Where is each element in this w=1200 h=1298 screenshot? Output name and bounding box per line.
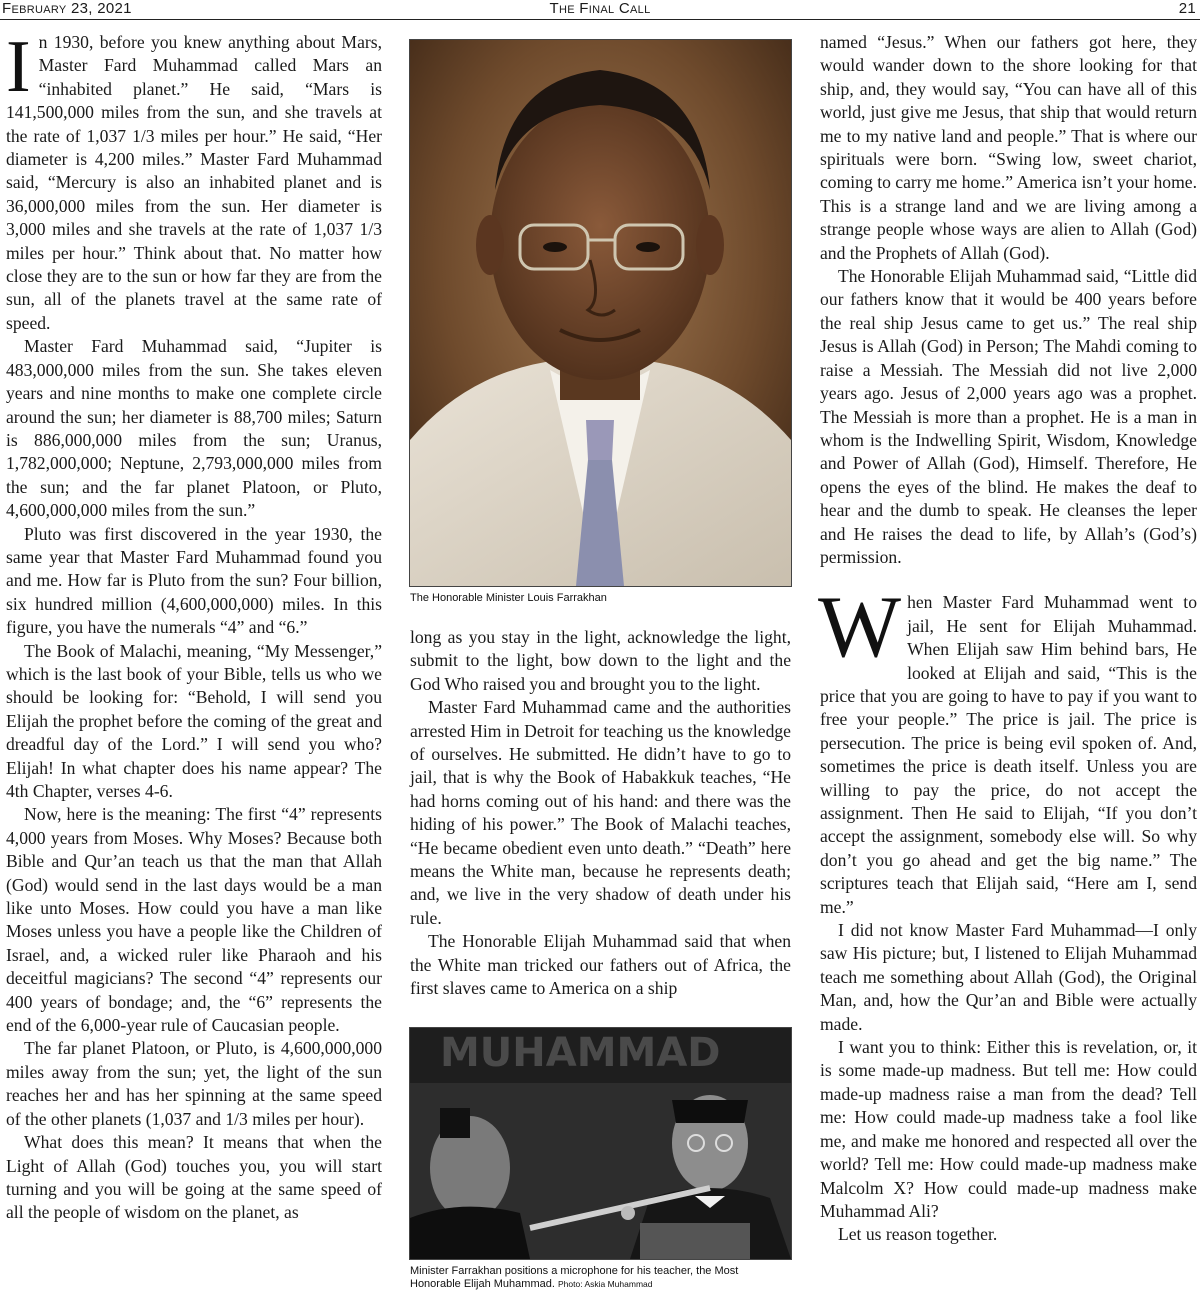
article-paragraph: Pluto was first discovered in the year 1930, the same year that Master Fard Muhammad found you and me. How far is Pluto from the sun? Four billion, six hundred million (4,600,000,000) miles. In this figure, you have the numerals “4” and “6.” (6, 523, 382, 638)
photo-caption: Minister Farrakhan positions a microphone for his teacher, the Most Honorable Elijah Muhammad. Photo: Askia Muhammad (410, 1265, 739, 1290)
article-column-3 (820, 31, 1197, 1247)
drop-cap: W (818, 579, 902, 677)
page-number: 21 (1178, 0, 1196, 17)
drop-cap: I (6, 26, 31, 108)
article-paragraph: The Honorable Elijah Muhammad said, “Little did our fathers know that it would be 400 years before the real ship Jesus came to get us.” The real ship Jesus is Allah (God) in Person; The Mahdi coming to raise a Messiah. The Messiah did not live 2,000 years ago. Jesus of 2,000 years ago was a prophet. The Messiah is more than a prophet. He is a man in whom is the Indwelling Spirit, Wisdom, Knowledge and Power of Allah (God), Himself. Therefore, He opens the eyes of the blind. He makes the deaf to hear and the dumb to speak. He cleanses the leper and He raises the dead to life, by Allah’s (God’s) permission. (820, 266, 1197, 567)
microphone-photo (409, 1027, 792, 1260)
article-paragraph: Master Fard Muhammad said, “Jupiter is 483,000,000 miles from the sun. She takes eleven years and nine months to make one complete circle around the sun; her diameter is 88,700 miles; Saturn is 886,000,000 miles from the sun; Uranus, 1,782,000,000; Neptune, 2,793,000,000 miles from the sun; and the far planet Platoon, or Pluto, 4,600,000,000 miles from the sun.” (6, 336, 382, 521)
article-paragraph: named “Jesus.” When our fathers got here, they would wander down to the shore looking for that ship, and, they would say, “You can have all of this world, just give me Jesus, that ship that would return me to my native land and people.” That is where our spirituals were born. “Swing low, sweet chariot, coming to carry me home.” America isn’t your home. This is a strange land and we are living among a strange people whose ways are alien to Allah (God) and the Prophets of Allah (God). (820, 32, 1197, 263)
microphone-scene-illustration (410, 1028, 791, 1259)
article-paragraph: Master Fard Muhammad came and the authorities arrested Him in Detroit for teaching us the knowledge of ourselves. He submitted. He didn’t have to go to jail, that is why the Book of Habakkuk teaches, “He had horns coming out of his hand: and there was the hiding of his power.” The Book of Malachi teaches, “He became obedient even unto death.” “Death” here means the White man, because he represents death; and, we live in the very shadow of death under his rule. (410, 697, 791, 928)
article-column-1 (6, 26, 382, 1225)
article-paragraph: In 1930, before you knew anything about Mars, Master Fard Muhammad called Mars an “inhabited planet.” He said, “Mars is 141,500,000 miles from the sun, and she travels at the rate of 1,037 1/3 miles per hour.” He said, “Her diameter is 4,200 miles.” Master Fard Muhammad said, “Mercury is also an inhabited planet and is 36,000,000 miles from the sun. Her diameter is 3,000 miles and she travels at the rate of 1,037 1/3 miles per hour.” Think about that. No matter how close they are to the sun or how far they are from the sun, all of the planets travel at the same rate of speed. (6, 26, 382, 333)
article-paragraph: Now, here is the meaning: The first “4” represents 4,000 years from Moses. Why Moses? Because both Bible and Qur’an teach us that the man that Allah (God) would send in the last days would be a man like unto Moses. How could you have a man like Moses unless you have a people like the Children of Israel, and, a wicked ruler like Pharaoh and his deceitful magicians? The second “4” represents our 400 years of bondage; and, the “6” represents the end of the 6,000-year rule of Caucasian people. (6, 804, 382, 1036)
photo-credit: Photo: Askia Muhammad (557, 1279, 653, 1289)
article-paragraph: I want you to think: Either this is revelation, or, it is some made-up madness. But tell me: How could made-up madness raise a man from the dead? Tell me: How could made-up madness take a fool like me, and make me honored and respected all over the world? Tell me: How could made-up madness make Malcolm X? How could made-up madness make Muhammad Ali? (820, 1037, 1197, 1221)
article-paragraph: The Honorable Elijah Muhammad said that when the White man tricked our fathers out of Africa, the first slaves came to America on a ship (410, 931, 791, 999)
farrakhan-portrait-photo (409, 39, 792, 587)
newspaper-name: The Final Call (549, 0, 651, 17)
photo-caption: The Honorable Minister Louis Farrakhan (410, 592, 607, 604)
article-paragraph: I did not know Master Fard Muhammad—I only saw His picture; but, I listened to Elijah Muhammad teach me something about Allah (God), the Original Man, and, how the Qur’an and Bible were actually made. (820, 920, 1197, 1034)
portrait-illustration (410, 40, 791, 586)
article-paragraph: When Master Fard Muhammad went to jail, He sent for Elijah Muhammad. When Elijah saw Him behind bars, He looked at Elijah and said, “This is the price that you are going to have to pay if you want to free your people.” The price is jail. The price is persecution. The price is being evil spoken of. And, sometimes the price is death itself. Unless you are willing to pay the price, do not accept the assignment. Then He said to Elijah, “If you don’t accept the assignment, somebody else will. So why don’t you go ahead and get the big name.” The scriptures teach that Elijah said, “Here am I, send me.” (818, 579, 1197, 917)
article-paragraph: long as you stay in the light, acknowledge the light, submit to the light, bow down to the light and the God Who raised you and brought you to the light. (410, 627, 791, 694)
article-paragraph: What does this mean? It means that when the Light of Allah (God) touches you, you will start turning and you will be going at the same speed of all the people of wisdom on the planet, as (6, 1132, 382, 1223)
article-paragraph: The Book of Malachi, meaning, “My Messenger,” which is the last book of your Bible, tells us who we should be looking for: “Behold, I will send you Elijah the prophet before the coming of the great and dreadful day of the Lord.” I will send you who? Elijah! In what chapter does his name appear? The 4th Chapter, verses 4-6. (6, 640, 382, 801)
article-paragraph: The far planet Platoon, or Pluto, is 4,600,000,000 miles away from the sun; yet, the light of the sun reaches her and has her spinning at the same speed of the other planets (1,037 and 1/3 miles per hour). (6, 1038, 382, 1129)
article-paragraph: Let us reason together. (838, 1224, 998, 1245)
page-header (0, 0, 1200, 20)
banner-lettering: MUHAMMAD (440, 1030, 721, 1076)
issue-date: February 23, 2021 (2, 0, 132, 17)
article-column-2 (410, 626, 791, 1001)
